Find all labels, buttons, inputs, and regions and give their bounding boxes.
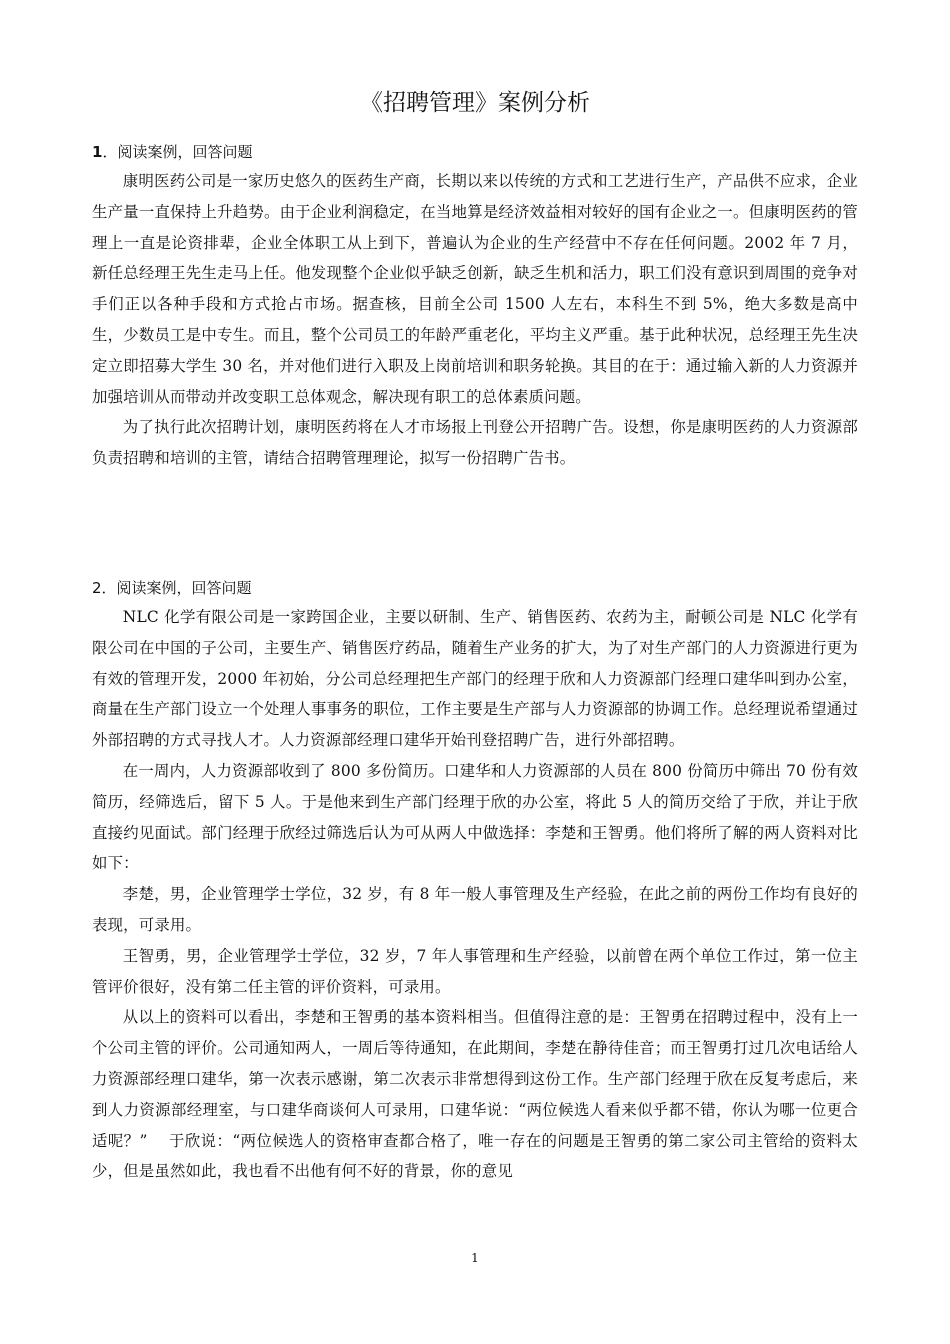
section-heading [92, 574, 858, 602]
section-heading-text: ．阅读案例，回答问题 [102, 143, 253, 161]
case-section-2 [92, 574, 858, 1187]
paragraph: 在一周内，人力资源部收到了 800 多份简历。口建华和人力资源部的人员在 800 份简历中筛出 70 份有效简历，经筛选后，留下 5 人。于是他来到生产部门经理于欣的办公室，将此 5 人的简历交给了于欣，并让于欣直接约见面试。部门经理于欣经过筛选后认为可从两人中做选择：李楚和王智勇。他们将所了解的两人资料对比如下： [92, 761, 858, 873]
paragraph: 康明医药公司是一家历史悠久的医药生产商，长期以来以传统的方式和工艺进行生产，产品供不应求，企业生产量一直保持上升趋势。由于企业利润稳定，在当地算是经济效益相对较好的国有企业之一。但康明医药的管理上一直是论资排辈，企业全体职工从上到下，普遍认为企业的生产经营中不存在任何问题。2002 年 7 月，新任总经理王先生走马上任。他发现整个企业似乎缺乏创新，缺乏生机和活力，职工们没有意识到周围的竞争对手们正以各种手段和方式抢占市场。据查核，目前全公司 1500 人左右，本科生不到 5%，绝大多数是高中生，少数员工是中专生。而且，整个公司员工的年龄严重老化，平均主义严重。基于此种状况，总经理王先生决定立即招募大学生 30 名，并对他们进行入职及上岗前培训和职务轮换。其目的在于：通过输入新的人力资源并加强培训从而带动并改变职工总体观念，解决现有职工的总体素质问题。 [92, 172, 858, 406]
paragraph: 李楚，男，企业管理学士学位，32 岁，有 8 年一般人事管理及生产经验，在此之前的两份工作均有良好的表现，可录用。 [92, 885, 858, 934]
document-title: 《招聘管理》案例分析 [360, 90, 590, 116]
section-number: 1 [92, 143, 103, 161]
paragraph: 为了执行此次招聘计划，康明医药将在人才市场报上刊登公开招聘广告。设想，你是康明医药的人力资源部负责招聘和培训的主管，请结合招聘管理理论，拟写一份招聘广告书。 [92, 418, 858, 468]
paragraph: 从以上的资料可以看出，李楚和王智勇的基本资料相当。但值得注意的是：王智勇在招聘过程中，没有上一个公司主管的评价。公司通知两人，一周后等待通知，在此期间，李楚在静待佳音；而王智勇打过几次电话给人力资源部经理口建华，第一次表示感谢，第二次表示非常想得到这份工作。生产部门经理于欣在反复考虑后，来到人力资源部经理室，与口建华商谈何人可录用，口建华说：“两位候选人看来似乎都不错，你认为哪一位更合适呢？” 于欣说：“两位候选人的资格审查都合格了，唯一存在的问题是王智勇的第二家公司主管给的资料太少，但是虽然如此，我也看不出他有何不好的背景，你的意见 [92, 1008, 858, 1181]
section-heading-text: ．阅读案例，回答问题 [101, 579, 252, 597]
paragraph: 王智勇，男，企业管理学士学位，32 岁，7 年人事管理和生产经验，以前曾在两个单位工作过，第一位主管评价很好，没有第二任主管的评价资料，可录用。 [92, 946, 858, 996]
section-number: 2 [92, 579, 102, 597]
page-number: 1 [471, 1251, 479, 1265]
paragraph: NLC 化学有限公司是一家跨国企业，主要以研制、生产、销售医药、农药为主，耐顿公司是 NLC 化学有限公司在中国的子公司，主要生产、销售医疗药品，随着生产业务的扩大，为了对生产部门的人力资源进行更为有效的管理开发，2000 年初始，分公司总经理把生产部门的经理于欣和人力资源部门经理口建华叫到办公室，商量在生产部门设立一个处理人事事务的职位，工作主要是生产部与人力资源部的协调工作。总经理说希望通过外部招聘的方式寻找人才。人力资源部经理口建华开始刊登招聘广告，进行外部招聘。 [92, 608, 858, 750]
case-section-1 [92, 138, 858, 474]
section-heading [92, 138, 858, 166]
document-page [92, 0, 858, 1344]
